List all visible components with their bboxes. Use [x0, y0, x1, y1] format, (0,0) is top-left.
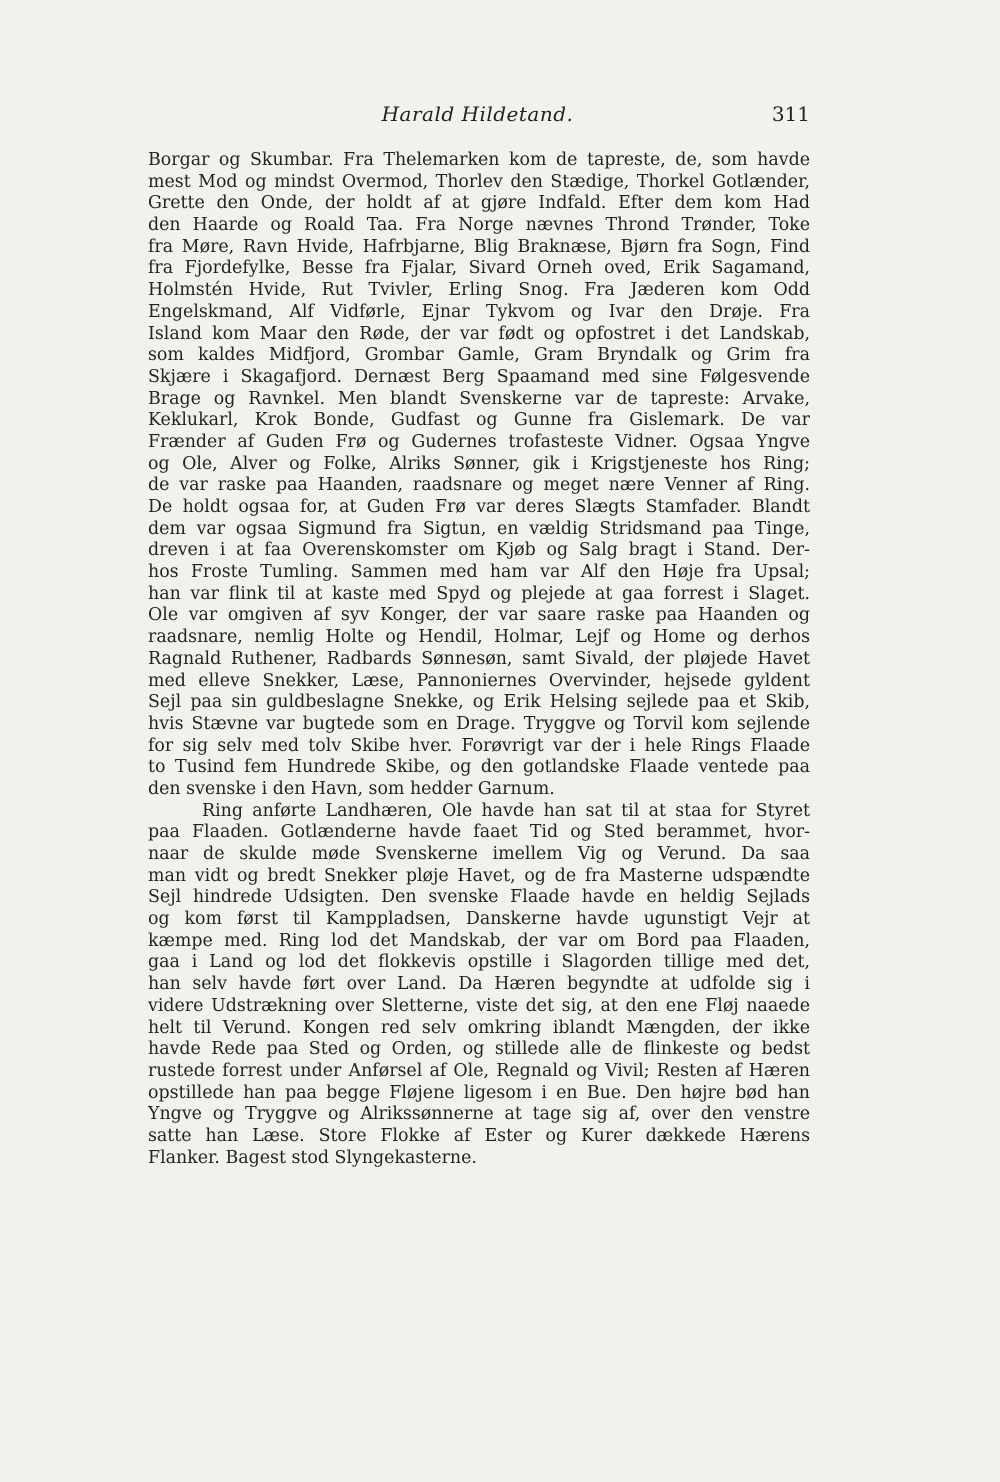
text-line: og kom først til Kamppladsen, Danskerne havde ugunstigt Vejr at [148, 909, 810, 930]
text-line: den Haarde og Roald Taa. Fra Norge nævnes Thrond Trønder, Toke [148, 215, 810, 236]
text-line: Frænder af Guden Frø og Gudernes trofasteste Vidner. Ogsaa Yngve [148, 431, 810, 452]
text-line: fra Fjordefylke, Besse fra Fjalar, Sivard Orneh oved, Erik Sagamand, [148, 258, 810, 279]
text-line: med elleve Snekker, Læse, Pannoniernes Overvinder, hejsede gyldent [148, 670, 810, 691]
text-line: Sejl hindrede Udsigten. Den svenske Flaade havde en heldig Sejlads [148, 887, 810, 908]
text-line-paragraph-end: Flanker. Bagest stod Slyngekasterne. [148, 1147, 477, 1168]
text-line: dreven i at faa Overenskomster om Kjøb og Salg bragt i Stand. Der- [148, 540, 810, 561]
text-line: satte han Læse. Store Flokke af Ester og Kurer dækkede Hærens [148, 1125, 810, 1146]
text-line: han var flink til at kaste med Spyd og plejede at gaa forrest i Slaget. [148, 583, 810, 604]
text-line: kæmpe med. Ring lod det Mandskab, der var om Bord paa Flaaden, [148, 930, 810, 951]
text-line: Ole var omgiven af syv Konger, der var saare raske paa Haanden og [148, 605, 810, 626]
text-line: Sejl paa sin guldbeslagne Snekke, og Erik Helsing sejlede paa et Skib, [148, 692, 810, 713]
text-line: rustede forrest under Anførsel af Ole, Regnald og Vivil; Resten af Hæren [148, 1060, 810, 1081]
text-line: havde Rede paa Sted og Orden, og stillede alle de flinkeste og bedst [148, 1039, 810, 1060]
text-line: opstillede han paa begge Fløjene ligesom i en Bue. Den højre bød han [148, 1082, 810, 1103]
text-line: to Tusind fem Hundrede Skibe, og den gotlandske Flaade ventede paa [148, 757, 810, 778]
running-title: Harald Hildetand. [381, 102, 574, 126]
text-line: Engelskmand, Alf Vidførle, Ejnar Tykvom og Ivar den Drøje. Fra [148, 301, 810, 322]
text-line: paa Flaaden. Gotlænderne havde faaet Tid og Sted berammet, hvor- [148, 822, 810, 843]
text-line: Grette den Onde, der holdt af at gjøre Indfald. Efter dem kom Had [148, 193, 810, 214]
text-line: som kaldes Midfjord, Grombar Gamle, Gram Bryndalk og Grim fra [148, 345, 810, 366]
text-line: De holdt ogsaa for, at Guden Frø var deres Slægts Stamfader. Blandt [148, 497, 810, 517]
text-line: hos Froste Tumling. Sammen med ham var Alf den Høje fra Upsal; [148, 562, 810, 583]
text-line: Island kom Maar den Røde, der var født og opfostret i det Landskab, [148, 323, 810, 344]
text-line-paragraph-end: den svenske i den Havn, som hedder Garnum. [148, 778, 555, 799]
text-line: mest Mod og mindst Overmod, Thorlev den Stædige, Thorkel Gotlænder, [148, 171, 810, 192]
page-header [145, 102, 810, 132]
text-line: og Ole, Alver og Folke, Alriks Sønner, gik i Krigstjeneste hos Ring; [148, 453, 810, 474]
text-line: Skjære i Skagafjord. Dernæst Berg Spaamand med sine Følgesvende [148, 366, 810, 387]
text-line: Ragnald Ruthener, Radbards Sønnesøn, samt Sivald, der pløjede Havet [148, 648, 810, 669]
text-line: man vidt og bredt Snekker pløje Havet, og de fra Masterne udspændte [148, 865, 810, 886]
text-line: fra Møre, Ravn Hvide, Hafrbjarne, Blig Braknæse, Bjørn fra Sogn, Find [148, 236, 810, 257]
text-line: han selv havde ført over Land. Da Hæren begyndte at udfolde sig i [148, 974, 810, 995]
body-text [148, 150, 810, 1169]
text-line: raadsnare, nemlig Holte og Hendil, Holmar, Lejf og Home og derhos [148, 627, 810, 648]
text-line: Holmstén Hvide, Rut Tvivler, Erling Snog. Fra Jæderen kom Odd [148, 280, 810, 301]
text-line: Borgar og Skumbar. Fra Thelemarken kom de tapreste, de, som havde [148, 150, 810, 170]
text-line: de var raske paa Haanden, raadsnare og meget nære Venner af Ring. [148, 475, 810, 496]
text-line: Keklukarl, Krok Bonde, Gudfast og Gunne fra Gislemark. De var [148, 410, 810, 431]
text-line: dem var ogsaa Sigmund fra Sigtun, en vældig Stridsmand paa Tinge, [148, 518, 810, 539]
text-line: hvis Stævne var bugtede som en Drage. Tryggve og Torvil kom sejlende [148, 713, 810, 734]
text-line: Yngve og Tryggve og Alrikssønnerne at tage sig af, over den venstre [148, 1104, 810, 1125]
text-line: naar de skulde møde Svenskerne imellem Vig og Verund. Da saa [148, 844, 810, 864]
page-number: 311 [771, 102, 810, 126]
text-line: for sig selv med tolv Skibe hver. Forøvrigt var der i hele Rings Flaade [148, 735, 810, 756]
text-line: helt til Verund. Kongen red selv omkring iblandt Mængden, der ikke [148, 1017, 810, 1038]
text-line: videre Udstrækning over Sletterne, viste det sig, at den ene Fløj naaede [148, 995, 810, 1016]
text-line-paragraph-start: Ring anførte Landhæren, Ole havde han sat til at staa for Styret [202, 800, 810, 821]
text-line: gaa i Land og lod det flokkevis opstille i Slagorden tillige med det, [148, 952, 810, 973]
text-line: Brage og Ravnkel. Men blandt Svenskerne var de tapreste: Arvake, [148, 388, 810, 409]
